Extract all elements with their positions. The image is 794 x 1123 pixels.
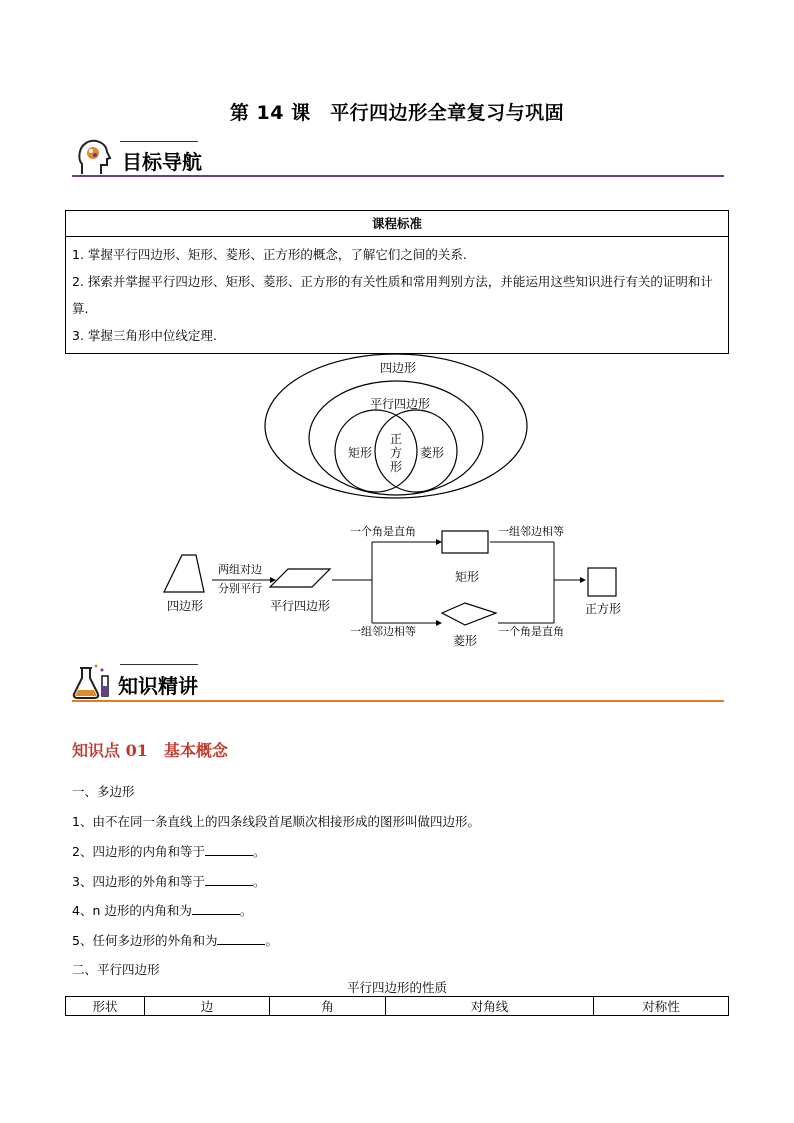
paragraph-2-text: 2、四边形的内角和等于 [72,844,205,859]
flow-label-parallelogram: 平行四边形 [269,599,331,613]
section-title-knowledge: 知识精讲 [118,674,198,698]
venn-diagram [255,350,555,510]
section-top-line [120,664,198,665]
fill-blank[interactable] [205,843,253,856]
section-header-knowledge [72,660,724,704]
paragraph-2 [72,842,265,860]
rectangle-shape [442,531,488,553]
parallelogram-shape [270,569,330,587]
quadrilateral-flow-diagram [160,518,640,654]
venn-label-square-3: 形 [389,460,403,474]
section-top-line [120,141,198,142]
period: 。 [252,844,266,859]
period: 。 [265,933,278,948]
venn-label-parallelogram: 平行四边形 [369,397,431,411]
venn-label-rectangle: 矩形 [347,446,373,460]
paragraph-4-text: 4、n 边形的内角和为 [72,903,192,918]
paragraph-3-text: 3、四边形的外角和等于 [72,874,205,889]
flow-cond-top-left: 一个角是直角 [350,525,416,538]
venn-outer-ellipse [265,354,527,498]
paragraph-5-text: 5、任何多边形的外角和为 [72,933,218,948]
table-caption: 平行四边形的性质 [346,980,447,995]
col-header-side: 边 [145,997,270,1016]
arrowhead [436,539,442,545]
paragraph-3 [72,872,265,890]
col-header-diagonal: 对角线 [386,997,594,1016]
venn-label-square-2: 方 [389,446,403,460]
col-header-angle: 角 [270,997,386,1016]
page-title: 第 14 课 平行四边形全章复习与巩固 [229,102,565,124]
flow-cond-bottom-right: 一个角是直角 [498,625,564,638]
flow-label-rectangle: 矩形 [454,570,480,584]
fill-blank[interactable] [205,873,253,886]
period: 。 [239,903,253,918]
flow-label-square: 正方形 [584,602,622,616]
venn-label-rhombus: 菱形 [419,446,445,460]
section-divider-purple [72,175,724,177]
col-header-shape: 形状 [66,997,145,1016]
arrowhead [436,620,442,626]
flow-cond-bottom-left: 一组邻边相等 [350,625,416,638]
heading-polygon: 一、多边形 [72,784,135,799]
standard-item: 3. 掌握三角形中位线定理. [72,328,217,343]
square-shape [588,568,616,596]
paragraph-4 [72,901,252,919]
quadrilateral-shape [164,555,204,592]
section-title-goals: 目标导航 [122,150,202,174]
brain-head-icon [76,138,112,176]
flow-label-quad: 四边形 [166,599,204,613]
paragraph-5 [72,931,278,949]
course-standards-table [65,210,729,354]
venn-label-quad: 四边形 [379,361,417,375]
period: 。 [252,874,266,889]
standards-header: 课程标准 [66,211,729,237]
arrowhead [580,577,586,583]
table-header-row [66,997,729,1016]
paragraph-1: 1、由不在同一条直线上的四条线段首尾顺次相接形成的图形叫做四边形。 [72,814,480,829]
flow-cond-parallel-2: 分别平行 [218,582,262,595]
fill-blank[interactable] [192,902,240,915]
section-divider-orange [72,700,724,702]
rhombus-shape [442,603,496,625]
flow-cond-parallel-1: 两组对边 [218,563,262,576]
standard-item: 1. 掌握平行四边形、矩形、菱形、正方形的概念，了解它们之间的关系. [72,247,467,262]
knowledge-point-title: 知识点 01 基本概念 [72,741,228,760]
venn-label-square-1: 正 [389,432,403,446]
heading-parallelogram: 二、平行四边形 [72,962,160,977]
parallelogram-properties-table [65,996,729,1016]
standard-item: 2. 探索并掌握平行四边形、矩形、菱形、正方形的有关性质和常用判别方法，并能运用这些知识进行有关的证明和计算. [72,274,713,316]
section-header-goals [72,134,724,180]
fill-blank[interactable] [217,932,265,945]
standards-body [66,237,729,354]
flow-cond-top-right: 一组邻边相等 [498,525,564,538]
flask-icon [72,662,114,700]
venn-right-circle [375,410,457,492]
col-header-symmetry: 对称性 [594,997,729,1016]
flow-label-rhombus: 菱形 [452,634,478,648]
